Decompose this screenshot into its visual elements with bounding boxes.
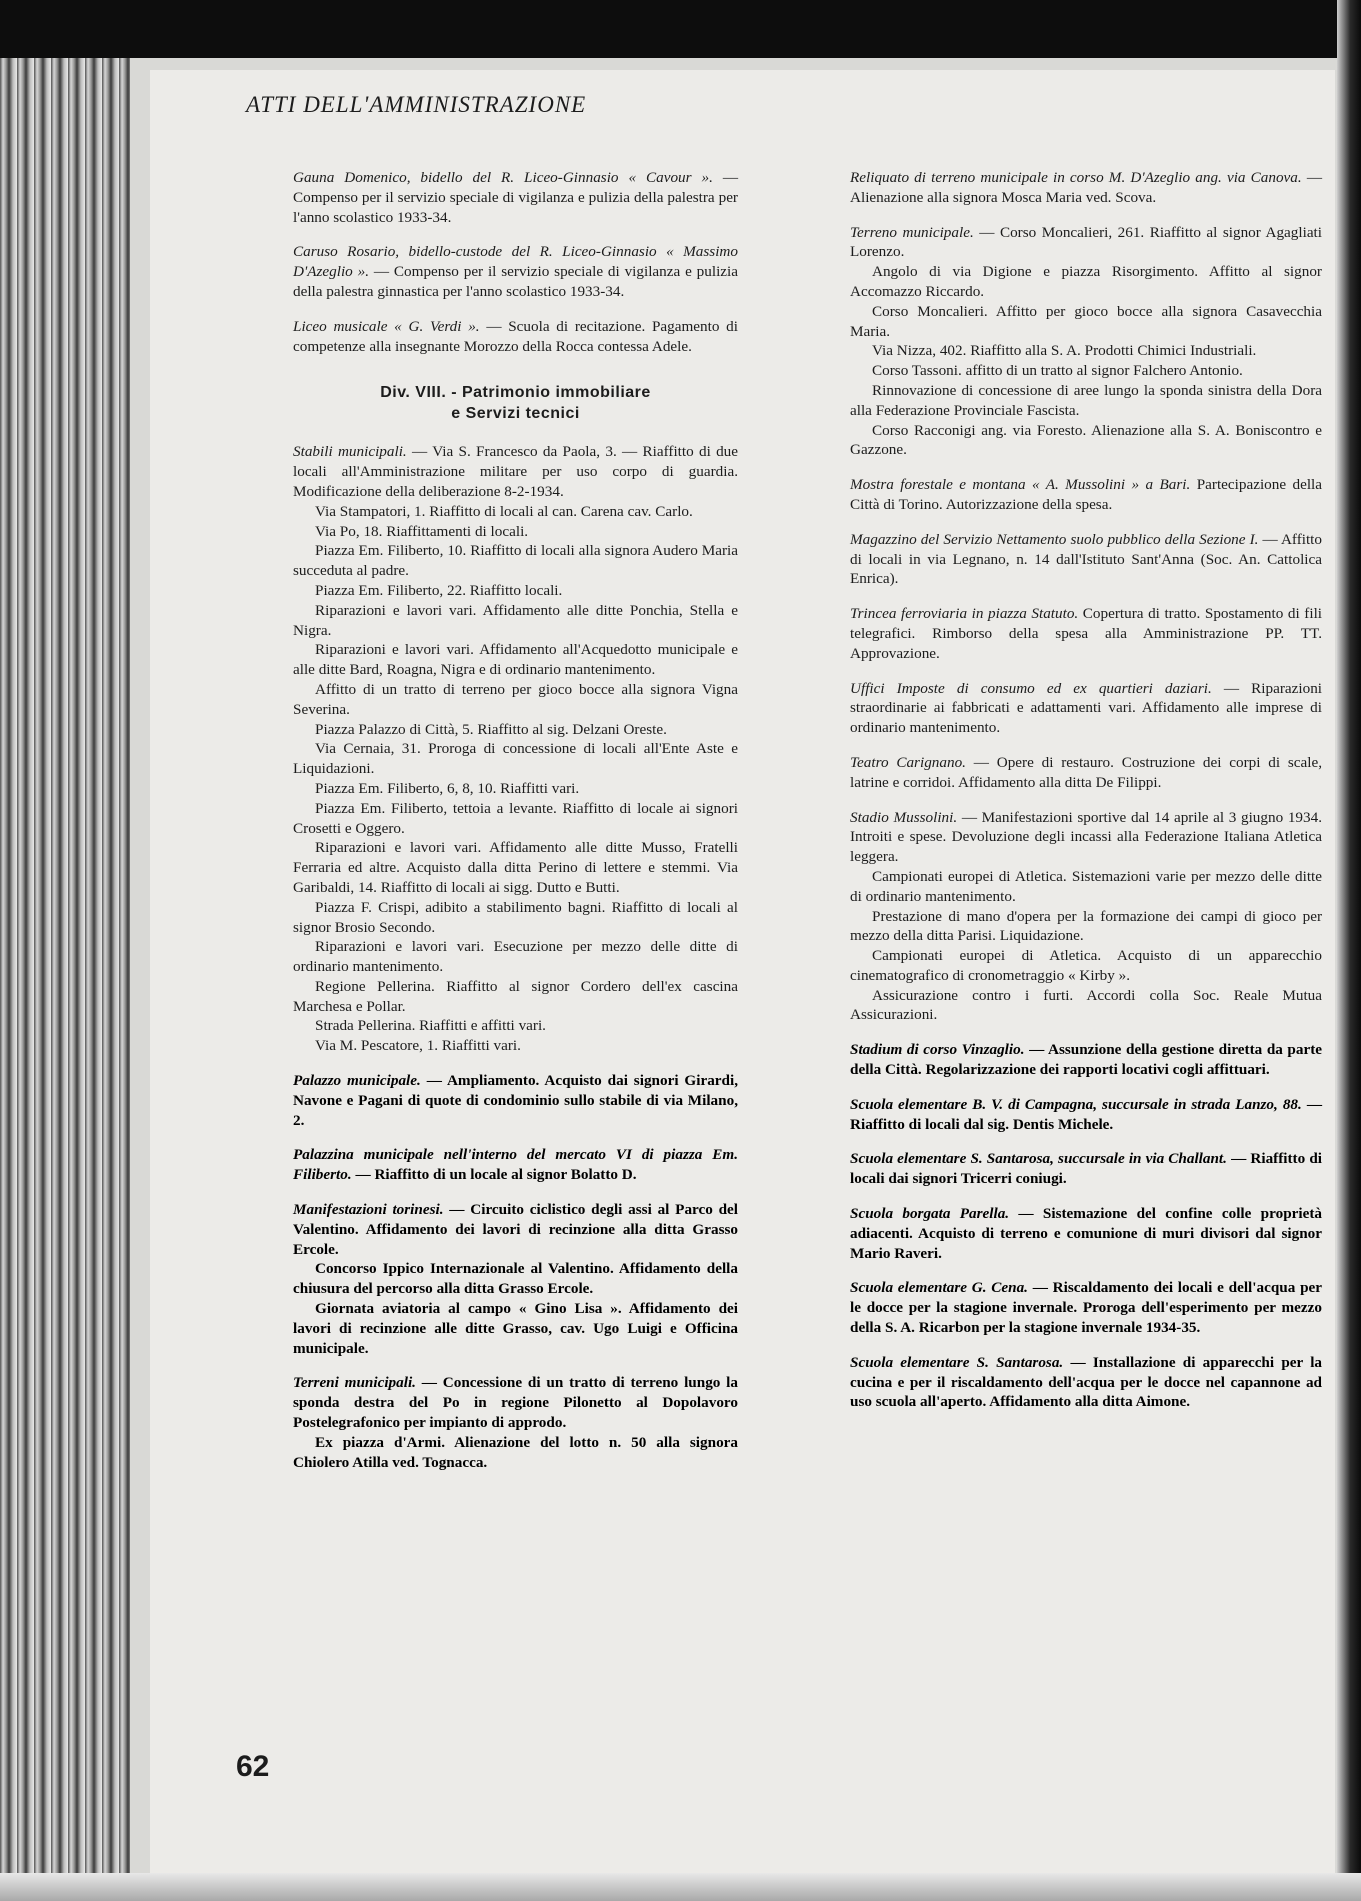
scan-top-edge bbox=[0, 0, 1361, 58]
entry-text: — Riaffitto di locali dal sig. Dentis Michele. bbox=[850, 1095, 1322, 1133]
entry bbox=[850, 168, 1322, 208]
entry-paragraph bbox=[850, 361, 1322, 381]
entry-stabili-first bbox=[293, 442, 738, 501]
entry-text: — Affitto di locali in via Legnano, n. 14 dall'Istituto Sant'Anna (Soc. An. Cattolica Enrica). bbox=[850, 530, 1322, 588]
entry-paragraph bbox=[850, 530, 1322, 589]
section-heading-line2: e Servizi tecnici bbox=[451, 405, 580, 423]
entry-paragraph bbox=[850, 946, 1322, 986]
entry bbox=[850, 753, 1322, 793]
stabili-item: Piazza Em. Filiberto, tettoia a levante. Riaffitto di locale ai signori Crosetti e Oggero. bbox=[293, 799, 738, 837]
entry-paragraph bbox=[850, 986, 1322, 1026]
entry bbox=[293, 317, 738, 357]
entry-paragraph bbox=[850, 168, 1322, 208]
entry bbox=[293, 1373, 738, 1472]
entry-paragraph bbox=[293, 1299, 738, 1358]
left-entries-after bbox=[293, 1071, 738, 1472]
entry-paragraph bbox=[850, 475, 1322, 515]
entry bbox=[850, 1204, 1322, 1263]
entry-paragraph bbox=[850, 262, 1322, 302]
stabili-item: Via Po, 18. Riaffittamenti di locali. bbox=[315, 522, 529, 540]
section-heading-line1: Div. VIII. - Patrimonio immobiliare bbox=[380, 384, 651, 402]
stabili-item: Piazza Em. Filiberto, 6, 8, 10. Riaffitti vari. bbox=[315, 779, 580, 797]
entry-text: — Compenso per il servizio speciale di vigilanza e pulizia della palestra per l'anno scolastico 1933-34. bbox=[293, 169, 739, 226]
entry-text: Corso Racconigi ang. via Foresto. Alienazione alla S. A. Boniscontro e Gazzone. bbox=[850, 421, 1322, 459]
left-entries-before bbox=[293, 168, 738, 356]
stabili-item: Riparazioni e lavori vari. Esecuzione per mezzo delle ditte di ordinario mantenimento. bbox=[293, 938, 738, 976]
entry-paragraph bbox=[293, 1145, 738, 1185]
entry-text: — Ampliamento. Acquisto dai signori Girardi, Navone e Pagani di quote di condominio sullo stabile di via Milano, 2. bbox=[293, 1072, 738, 1129]
entry-text: Rinnovazione di concessione di aree lungo la sponda sinistra della Dora alla Federazione Provinciale Fascista. bbox=[850, 381, 1322, 419]
left-column bbox=[293, 168, 738, 1487]
section-heading bbox=[293, 382, 738, 424]
scan-bottom-edge bbox=[0, 1873, 1361, 1901]
entry-text: — Riparazioni straordinarie ai fabbricati e adattamenti vari. Affidamento alle imprese di ordinario mantenimento. bbox=[850, 679, 1323, 737]
entry-text: Corso Moncalieri. Affitto per gioco bocce alla signora Casavecchia Maria. bbox=[850, 302, 1322, 340]
entry-title: Scuola elementare G. Cena. bbox=[850, 1279, 1028, 1297]
entry-title: Mostra forestale e montana « A. Mussolini » a Bari. bbox=[850, 476, 1191, 494]
entry-text: — Corso Moncalieri, 261. Riaffitto al signor Agagliati Lorenzo. bbox=[850, 223, 1322, 261]
stabili-item: Strada Pellerina. Riaffitti e affitti vari. bbox=[315, 1017, 546, 1035]
entry-title: Palazzo municipale. bbox=[293, 1072, 421, 1090]
stabili-item: Via M. Pescatore, 1. Riaffitti vari. bbox=[315, 1037, 521, 1055]
entry-text: — Compenso per il servizio speciale di vigilanza e pulizia della palestra ginnastica per l'anno scolastico 1933-34. bbox=[293, 263, 738, 300]
entry-paragraph bbox=[850, 604, 1322, 663]
entry-text: — Assunzione della gestione diretta da parte della Città. Regolarizzazione dei rapporti locativi cogli affittuari. bbox=[850, 1041, 1323, 1079]
entry bbox=[850, 679, 1322, 738]
entry-paragraph bbox=[293, 1373, 738, 1432]
entry bbox=[850, 223, 1322, 461]
entry-stabili-municipali bbox=[293, 442, 738, 1056]
entry-title: Scuola elementare S. Santarosa, succursale in via Challant. bbox=[850, 1150, 1227, 1168]
right-entries bbox=[850, 168, 1322, 1412]
entry bbox=[293, 242, 738, 301]
entry-paragraph bbox=[850, 1040, 1322, 1080]
entry-paragraph bbox=[293, 317, 738, 357]
entry-text: Angolo di via Digione e piazza Risorgimento. Affitto al signor Accomazzo Riccardo. bbox=[850, 263, 1322, 300]
entry-title: Trincea ferroviaria in piazza Statuto. bbox=[850, 605, 1079, 623]
stabili-item: Piazza Palazzo di Città, 5. Riaffitto al sig. Delzani Oreste. bbox=[315, 720, 667, 738]
stabili-item: Riparazioni e lavori vari. Affidamento alle ditte Musso, Fratelli Ferraria ed altre. Acquisto dalla ditta Perino di lettere e stemmi. Via Garibaldi, 14. Riaffitto di locali ai sigg. Dutto e Butti. bbox=[293, 839, 738, 896]
entry-title: Terreni municipali. bbox=[293, 1374, 416, 1392]
entry-title: Manifestazioni torinesi. bbox=[293, 1201, 444, 1219]
entry-text: — Scuola di recitazione. Pagamento di competenze alla insegnante Morozzo della Rocca contessa Adele. bbox=[293, 317, 738, 355]
entry-text: — Sistemazione del confine colle proprietà adiacenti. Acquisto di terreno e comunione di muri divisori dal signor Mario Raveri. bbox=[850, 1205, 1322, 1262]
entry bbox=[850, 1095, 1322, 1135]
entry-text: — Circuito ciclistico degli assi al Parco del Valentino. Affidamento dei lavori di recinzione alla ditta Grasso Ercole. bbox=[293, 1201, 739, 1258]
entry-paragraph bbox=[293, 1200, 738, 1259]
entry-text: Copertura di tratto. Spostamento di fili telegrafici. Rimborso della spesa alla Amministrazione PP. TT. Approvazione. bbox=[850, 605, 1323, 662]
entry-text: Partecipazione della Città di Torino. Autorizzazione della spesa. bbox=[850, 476, 1323, 513]
entry-paragraph bbox=[850, 808, 1322, 867]
entry-paragraph bbox=[850, 223, 1322, 263]
entry-paragraph bbox=[850, 1204, 1322, 1263]
stabili-item: Affitto di un tratto di terreno per gioco bocce alla signora Vigna Severina. bbox=[293, 680, 738, 718]
entry-text: — Riscaldamento dei locali e dell'acqua per le docce per la stagione invernale. Proroga dell'esperimento per mezzo della S. A. Ricarbon per la stagione invernale 1934-35. bbox=[850, 1279, 1323, 1337]
entry-text: — Opere di restauro. Costruzione dei corpi di scale, latrine e corridoi. Affidamento alla ditta De Filippi. bbox=[850, 753, 1323, 791]
entry-paragraph bbox=[293, 1433, 738, 1473]
entry-text: Ex piazza d'Armi. Alienazione del lotto n. 50 alla signora Chiolero Atilla ved. Tognacca. bbox=[293, 1433, 738, 1471]
stabili-item: Riparazioni e lavori vari. Affidamento all'Acquedotto municipale e alle ditte Bard, Roagna, Nigra e di ordinario mantenimento. bbox=[293, 641, 738, 679]
entry-paragraph bbox=[850, 1353, 1322, 1412]
stabili-item: Piazza F. Crispi, adibito a stabilimento bagni. Riaffitto di locali al signor Brosio Secondo. bbox=[293, 898, 738, 936]
entry-text: — Riaffitto di locali dai signori Tricerri coniugi. bbox=[850, 1150, 1322, 1188]
entry bbox=[850, 1278, 1322, 1337]
document-page bbox=[150, 70, 1335, 1873]
entry-text: — Riaffitto di un locale al signor Bolatto D. bbox=[355, 1166, 637, 1184]
page-header-title: ATTI DELL'AMMINISTRAZIONE bbox=[246, 92, 587, 117]
entry-paragraph bbox=[850, 907, 1322, 947]
entry-paragraph bbox=[293, 168, 738, 227]
entry-title: Uffici Imposte di consumo ed ex quartieri daziari. bbox=[850, 679, 1212, 697]
entry-title: Stabili municipali. bbox=[293, 443, 407, 461]
stabili-item: Via Cernaia, 31. Proroga di concessione di locali all'Ente Aste e Liquidazioni. bbox=[293, 740, 738, 778]
entry-title: Reliquato di terreno municipale in corso M. D'Azeglio ang. via Canova. bbox=[850, 169, 1302, 186]
entry-text: Campionati europei di Atletica. Acquisto di un apparecchio cinematografico di cronometraggio « Kirby ». bbox=[850, 947, 1322, 984]
stabili-item: Regione Pellerina. Riaffitto al signor Cordero dell'ex cascina Marchesa e Pollar. bbox=[293, 977, 738, 1015]
entry-text: — Via S. Francesco da Paola, 3. — Riaffitto di due locali all'Amministrazione militare per uso corpo di guardia. Modificazione della deliberazione 8-2-1934. bbox=[293, 443, 739, 500]
entry-title: Stadium di corso Vinzaglio. bbox=[850, 1041, 1025, 1059]
entry bbox=[293, 1200, 738, 1358]
entry bbox=[850, 1149, 1322, 1189]
entry-text: Prestazione di mano d'opera per la formazione dei campi di gioco per mezzo della ditta Parisi. Liquidazione. bbox=[850, 907, 1322, 945]
entry-paragraph bbox=[850, 302, 1322, 342]
entry-title: Caruso Rosario, bidello-custode del R. Liceo-Ginnasio « Massimo D'Azeglio ». bbox=[293, 243, 738, 281]
entry-text: — Installazione di apparecchi per la cucina e per il riscaldamento dell'acqua per le docce nel capannone ad uso scuola all'aperto. Affidamento alla ditta Aimone. bbox=[850, 1353, 1323, 1411]
entry-paragraph bbox=[850, 867, 1322, 907]
entry bbox=[850, 530, 1322, 589]
entry-paragraph bbox=[850, 341, 1322, 361]
entry-title: Palazzina municipale nell'interno del mercato VI di piazza Em. Filiberto. bbox=[293, 1146, 738, 1184]
entry bbox=[850, 1040, 1322, 1080]
entry bbox=[850, 475, 1322, 515]
entry-paragraph bbox=[293, 1259, 738, 1299]
entry-text: — Manifestazioni sportive dal 14 aprile al 3 giugno 1934. Introiti e spese. Devoluzione degli incassi alla Federazione Italiana Atletica leggera. bbox=[850, 808, 1322, 866]
entry-paragraph bbox=[850, 1149, 1322, 1189]
entry bbox=[293, 168, 738, 227]
stabili-item: Piazza Em. Filiberto, 10. Riaffitto di locali alla signora Audero Maria succeduta al padre. bbox=[293, 542, 738, 580]
scan-right-edge bbox=[1337, 0, 1361, 1901]
entry-title: Scuola borgata Parella. bbox=[850, 1205, 1010, 1223]
entry-text: Campionati europei di Atletica. Sistemazioni varie per mezzo delle ditte di ordinario mantenimento. bbox=[850, 867, 1322, 905]
entry bbox=[293, 1071, 738, 1130]
entry-text: — Concessione di un tratto di terreno lungo la sponda destra del Po in regione Pilonetto al Dopolavoro Postelegrafonico per impianto di approdo. bbox=[293, 1374, 738, 1432]
entry-title: Terreno municipale. bbox=[850, 223, 974, 241]
entry-title: Stadio Mussolini. bbox=[850, 808, 958, 826]
page-number: 62 bbox=[236, 1750, 270, 1783]
stabili-item: Riparazioni e lavori vari. Affidamento alle ditte Ponchia, Stella e Nigra. bbox=[293, 601, 738, 639]
entry-paragraph bbox=[293, 242, 738, 301]
entry-text: Corso Tassoni. affitto di un tratto al signor Falchero Antonio. bbox=[872, 362, 1243, 380]
scan-binding-edge bbox=[0, 58, 130, 1901]
entry-title: Gauna Domenico, bidello del R. Liceo-Ginnasio « Cavour ». bbox=[293, 169, 713, 186]
stabili-item: Piazza Em. Filiberto, 22. Riaffitto locali. bbox=[315, 581, 563, 599]
entry-paragraph bbox=[850, 679, 1322, 738]
entry-text: Concorso Ippico Internazionale al Valentino. Affidamento della chiusura del percorso alla ditta Grasso Ercole. bbox=[293, 1260, 738, 1298]
stabili-items bbox=[293, 502, 738, 1056]
right-column bbox=[850, 168, 1322, 1427]
entry-paragraph bbox=[850, 421, 1322, 461]
entry-paragraph bbox=[850, 1278, 1322, 1337]
entry-text: Giornata aviatoria al campo « Gino Lisa ». Affidamento dei lavori di recinzione alle ditte Grasso, cav. Ugo Luigi e Officina municipale. bbox=[293, 1300, 738, 1357]
entry bbox=[850, 808, 1322, 1026]
entry bbox=[850, 604, 1322, 663]
entry bbox=[293, 1145, 738, 1185]
entry-title: Liceo musicale « G. Verdi ». bbox=[293, 317, 480, 335]
entry-text: — Alienazione alla signora Mosca Maria ved. Scova. bbox=[850, 169, 1322, 206]
entry-paragraph bbox=[850, 753, 1322, 793]
entry-paragraph bbox=[850, 1095, 1322, 1135]
entry-text: Assicurazione contro i furti. Accordi colla Soc. Reale Mutua Assicurazioni. bbox=[850, 986, 1322, 1024]
stabili-item: Via Stampatori, 1. Riaffitto di locali al can. Carena cav. Carlo. bbox=[315, 502, 693, 520]
entry-text: Via Nizza, 402. Riaffitto alla S. A. Prodotti Chimici Industriali. bbox=[872, 342, 1257, 360]
entry bbox=[850, 1353, 1322, 1412]
entry-paragraph bbox=[293, 1071, 738, 1130]
entry-title: Scuola elementare S. Santarosa. bbox=[850, 1353, 1064, 1371]
entry-title: Teatro Carignano. bbox=[850, 753, 966, 771]
entry-paragraph bbox=[850, 381, 1322, 421]
entry-title: Scuola elementare B. V. di Campagna, succursale in strada Lanzo, 88. bbox=[850, 1095, 1302, 1113]
entry-title: Magazzino del Servizio Nettamento suolo pubblico della Sezione I. bbox=[850, 530, 1259, 548]
